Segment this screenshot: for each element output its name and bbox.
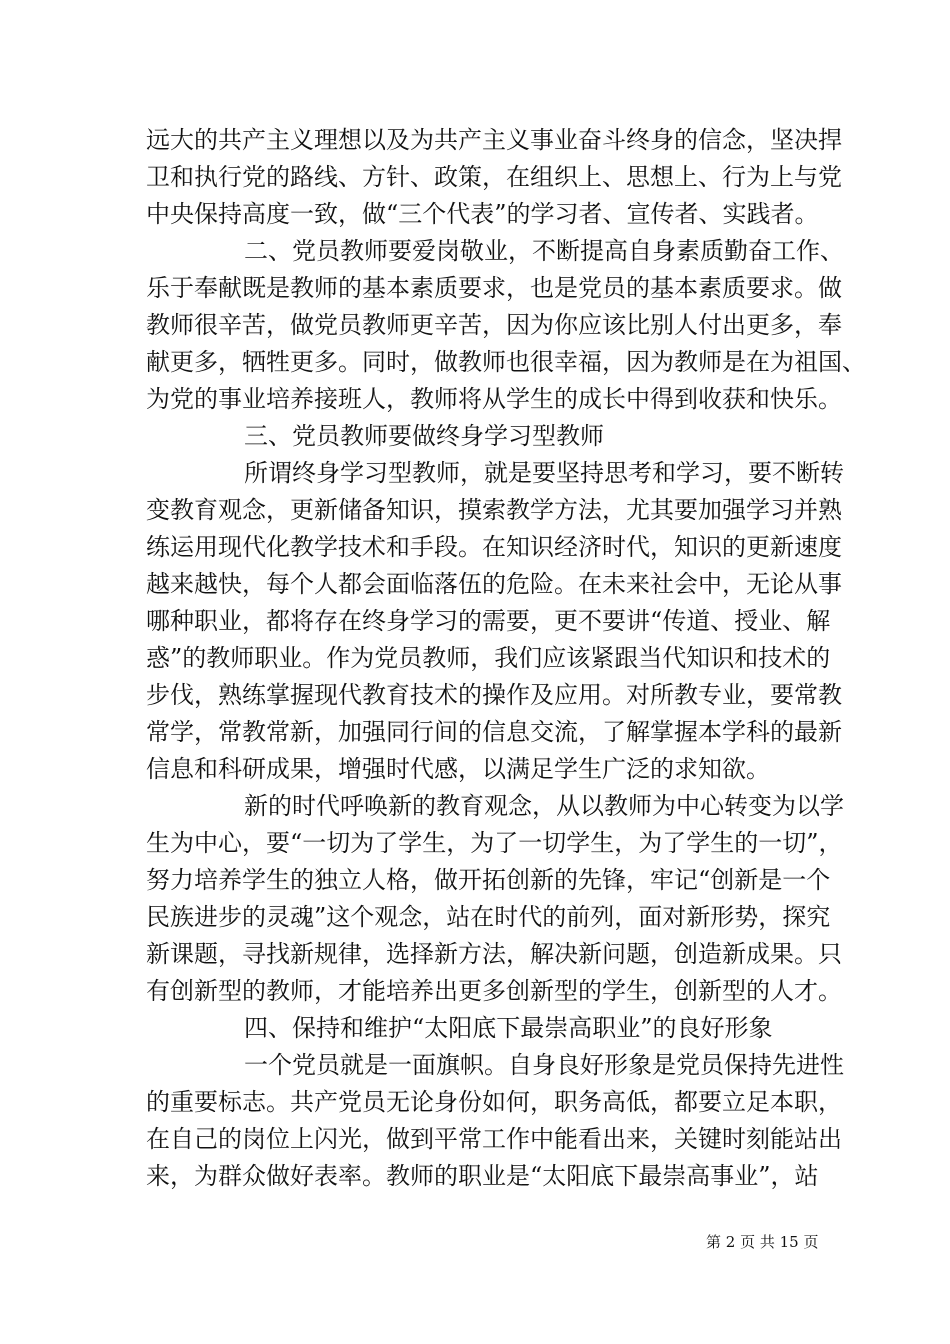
- body-text-line: 有创新型的教师，才能培养出更多创新型的学生，创新型的人才。: [146, 977, 842, 1005]
- body-text-line: 步伐，熟练掌握现代教育技术的操作及应用。对所教专业，要常教: [146, 681, 842, 709]
- body-text-line: 哪种职业，都将存在终身学习的需要，更不要讲“传道、授业、解: [146, 607, 831, 635]
- body-text-line: 来，为群众做好表率。教师的职业是“太阳底下最崇高事业”，站: [146, 1162, 819, 1190]
- body-text-line: 为党的事业培养接班人，教师将从学生的成长中得到收获和快乐。: [146, 385, 842, 413]
- section-heading-4: 四、保持和维护“太阳底下最崇高职业”的良好形象: [244, 1014, 773, 1042]
- body-text-line: 信息和科研成果，增强时代感，以满足学生广泛的求知欲。: [146, 755, 770, 783]
- body-text-line: 惑”的教师职业。作为党员教师，我们应该紧跟当代知识和技术的: [146, 644, 831, 672]
- body-text-line: 生为中心，要“一切为了学生，为了一切学生，为了学生的一切”，: [146, 829, 843, 857]
- body-text-line: 献更多，牺牲更多。同时，做教师也很幸福，因为教师是在为祖国、: [146, 348, 866, 376]
- section-heading-2: 二、党员教师要爱岗敬业，不断提高自身素质勤奋工作、: [244, 237, 844, 265]
- body-text-line: 的重要标志。共产党员无论身份如何，职务高低，都要立足本职，: [146, 1088, 842, 1116]
- body-text-line: 民族进步的灵魂”这个观念，站在时代的前列，面对新形势，探究: [146, 903, 831, 931]
- body-text-line: 教师很辛苦，做党员教师更辛苦，因为你应该比别人付出更多，奉: [146, 311, 842, 339]
- body-text-line: 越来越快，每个人都会面临落伍的危险。在未来社会中，无论从事: [146, 570, 842, 598]
- body-text-line: 新课题，寻找新规律，选择新方法，解决新问题，创造新成果。只: [146, 940, 842, 968]
- page-number-footer: 第 2 页 共 15 页: [706, 1233, 819, 1251]
- body-text-line: 远大的共产主义理想以及为共产主义事业奋斗终身的信念，坚决捍: [146, 126, 842, 154]
- body-text-line: 变教育观念，更新储备知识，摸索教学方法，尤其要加强学习并熟: [146, 496, 842, 524]
- body-text-line: 卫和执行党的路线、方针、政策，在组织上、思想上、行为上与党: [146, 163, 842, 191]
- body-text-line: 中央保持高度一致，做“三个代表”的学习者、宣传者、实践者。: [146, 200, 819, 228]
- section-heading-3: 三、党员教师要做终身学习型教师: [244, 422, 604, 450]
- body-text-line: 乐于奉献既是教师的基本素质要求，也是党员的基本素质要求。做: [146, 274, 842, 302]
- paragraph-first-line: 所谓终身学习型教师，就是要坚持思考和学习，要不断转: [244, 459, 844, 487]
- body-text-line: 努力培养学生的独立人格，做开拓创新的先锋，牢记“创新是一个: [146, 866, 831, 894]
- paragraph-first-line: 一个党员就是一面旗帜。自身良好形象是党员保持先进性: [244, 1051, 844, 1079]
- body-text-line: 常学，常教常新，加强同行间的信息交流，了解掌握本学科的最新: [146, 718, 842, 746]
- paragraph-first-line: 新的时代呼唤新的教育观念，从以教师为中心转变为以学: [244, 792, 844, 820]
- body-text-line: 练运用现代化教学技术和手段。在知识经济时代，知识的更新速度: [146, 533, 842, 561]
- body-text-line: 在自己的岗位上闪光，做到平常工作中能看出来，关键时刻能站出: [146, 1125, 842, 1153]
